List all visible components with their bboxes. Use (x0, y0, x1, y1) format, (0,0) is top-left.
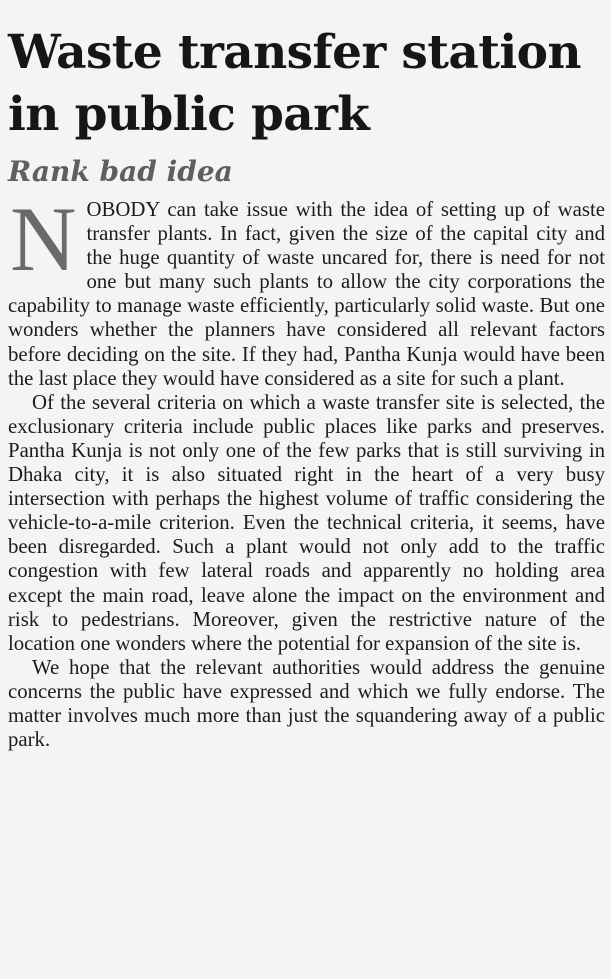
paragraph-2: Of the several criteria on which a waste transfer site is selected, the exclusionary criteria include public places like parks and preserves. Pantha Kunja is not only one of the few parks that is still surviving in Dhaka city, it is also situated right in the heart of a very busy intersection with perhaps the highest volume of traffic considering the vehicle-to-a-mile criterion. Even the technical criteria, it seems, have been disregarded. Such a plant would not only add to the traffic congestion with few lateral roads and apparently no holding area except the main road, leave alone the impact on the environment and risk to pedestrians. Moreover, given the restrictive nature of the location one wonders where the potential for expansion of the site is. (8, 390, 605, 655)
article-subhead: Rank bad idea (8, 155, 233, 188)
paragraph-1-text: can take issue with the idea of setting up of waste transfer plants. In fact, given the size of the capital city and the huge quantity of waste uncared for, there is need for not one but many such plants to allow the city corporations the capability to manage waste efficiently, particularly solid waste. But one wonders whether the planners have considered all relevant factors before deciding on the site. If they had, Pantha Kunja would have been the last place they would have considered as a site for such a plant. (8, 198, 605, 390)
first-word: OBODY (86, 198, 160, 221)
article-headline: Waste transfer station in public park (8, 25, 581, 142)
paragraph-3: We hope that the relevant authorities would address the genuine concerns the public have expressed and which we fully endorse. The matter involves much more than just the squandering away of a public park. (8, 655, 605, 752)
paragraph-1 (8, 188, 605, 391)
drop-cap: N (10, 188, 77, 290)
article-body (8, 188, 605, 752)
